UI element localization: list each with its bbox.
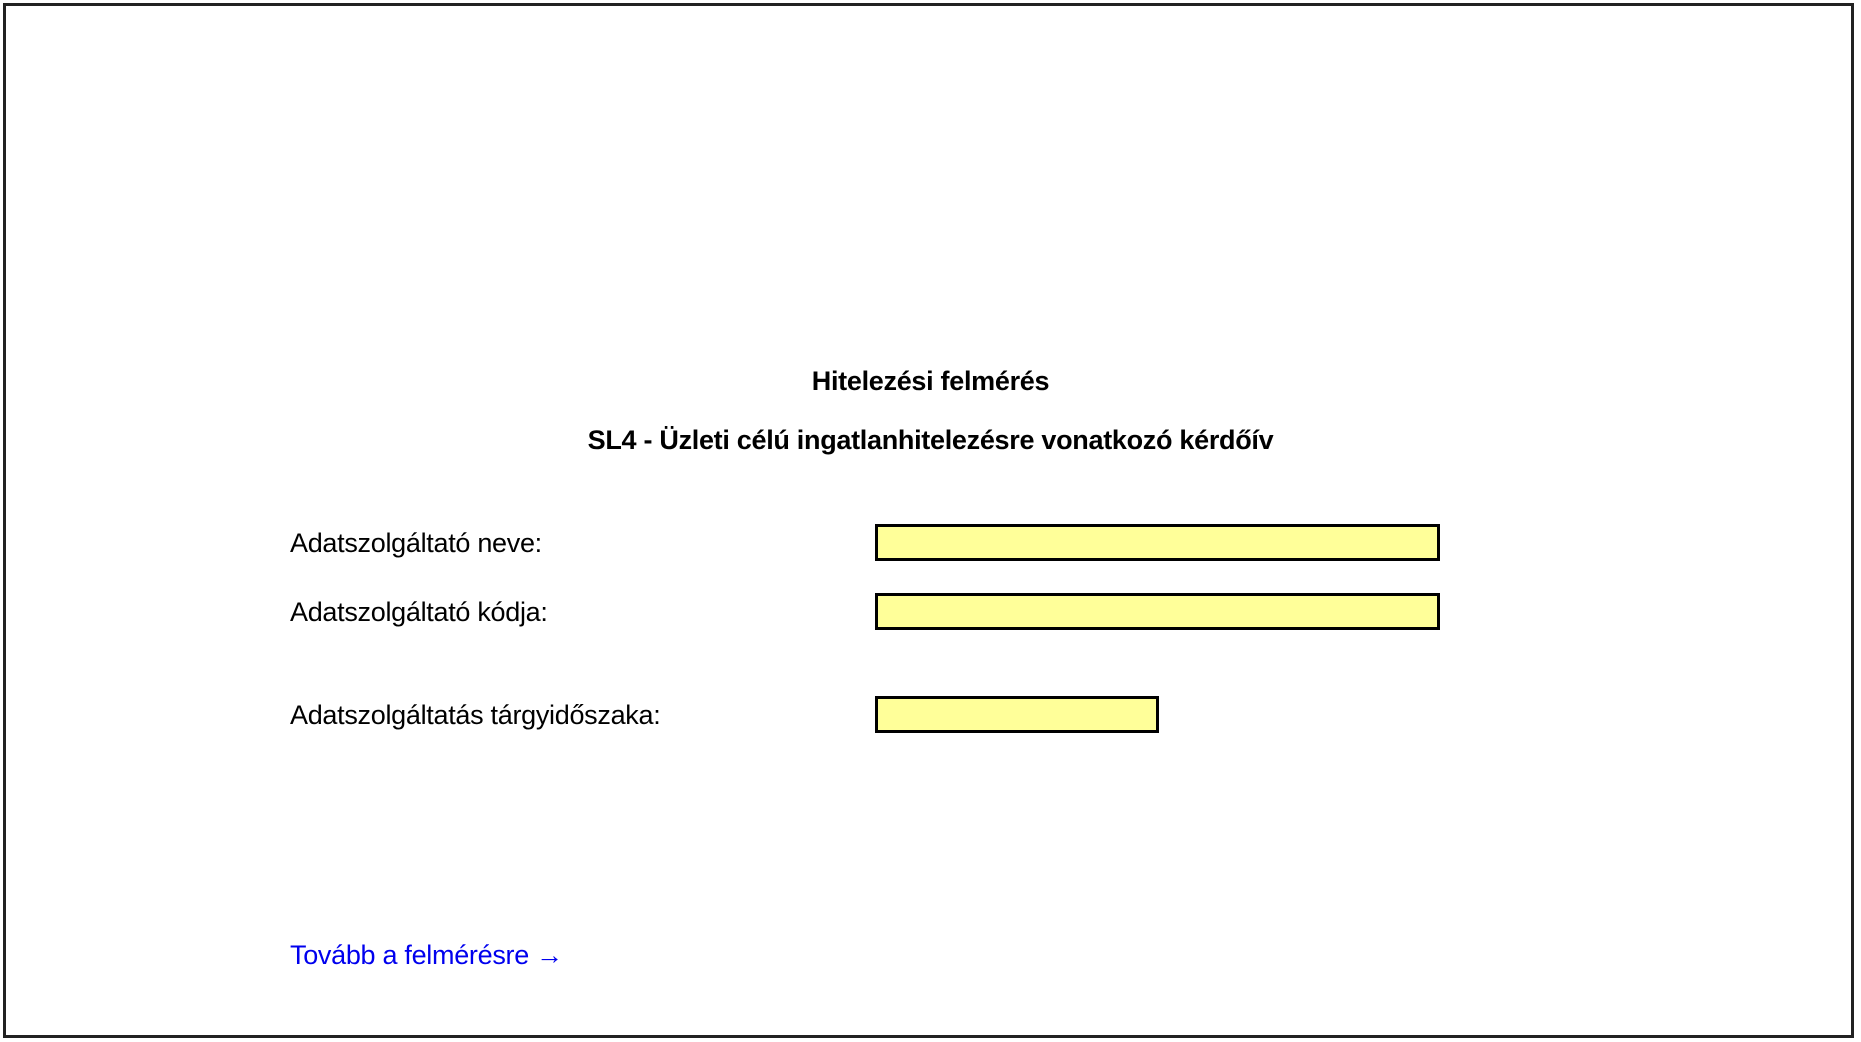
page-frame: [3, 3, 1854, 1038]
continue-to-survey-link[interactable]: Tovább a felmérésre →: [290, 940, 563, 970]
page-subtitle: SL4 - Üzleti célú ingatlanhitelezésre vonatkozó kérdőív: [587, 425, 1274, 455]
provider-code-field[interactable]: [875, 593, 1440, 630]
reference-period-label: Adatszolgáltatás tárgyidőszaka:: [290, 700, 661, 730]
provider-name-field[interactable]: [875, 524, 1440, 561]
provider-name-label: Adatszolgáltató neve:: [290, 528, 542, 558]
provider-code-label: Adatszolgáltató kódja:: [290, 597, 548, 627]
reference-period-field[interactable]: [875, 696, 1159, 733]
page-title: Hitelezési felmérés: [811, 366, 1050, 396]
